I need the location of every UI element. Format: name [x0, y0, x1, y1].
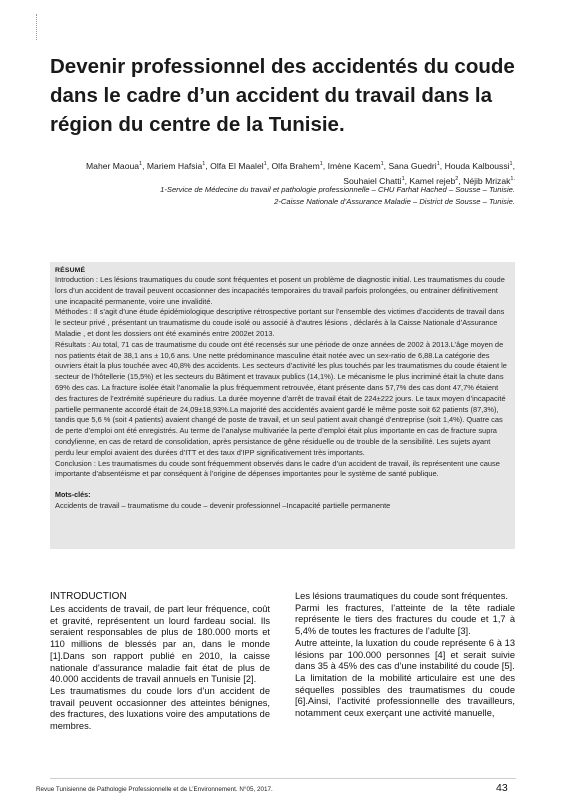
body-column-left: [50, 591, 270, 733]
author-affiliation-number: 1: [380, 161, 384, 167]
author-name: Mariem Hafsia$^1$: [146, 160, 206, 171]
abstract-conclusion: Conclusion : Les traumatismes du coude sont fréquemment observés dans le cadre d’un accident de travail, ils représentent une cause importante d’absentéisme et par conséquent à l’origine de dépenses importantes pour le système de santé publique.: [55, 458, 500, 479]
article-title: Devenir professionnel des accidentés du coude dans le cadre d’un accident du travail dans la région du centre de la Tunisie.: [50, 55, 515, 136]
author-affiliation-number: 2: [455, 175, 459, 182]
body-column-right: [295, 591, 515, 720]
body-paragraph: Les lésions traumatiques du coude sont fréquentes.: [295, 591, 508, 601]
author-name: Maher Maoua$^1$: [86, 160, 143, 171]
author-name: Imène Kacem$^1$: [327, 160, 384, 171]
affiliation-2: 2-Caisse Nationale d’Assurance Maladie – District de Sousse – Tunisie.: [274, 197, 515, 206]
keywords-heading: Mots-clés:: [55, 490, 91, 500]
introduction-heading: INTRODUCTION: [50, 591, 127, 602]
author-name: Olfa Brahem$^1$: [271, 160, 323, 171]
abstract-results: Résultats : Au total, 71 cas de traumatisme du coude ont été recensés sur une période de onze années de 2002 à 2013.L’âge moyen de nos patients était de 38,1 ans ± 10,6 ans. Une nette prédominance masculine était notée avec un sex-ratio de 6,88.La catégorie des ouvriers était la plus touchée avec 40,8% des accidents. Les secteurs d’activité les plus touchés par les traumatismes du coude étaient le secteur de l’hôtellerie (15,5%) et les secteurs du Bâtiment et travaux publics (14,1%). Le mécanisme le plus incriminé était la chute dans 69% des cas. La fracture isolée était l’anomalie la plus fréquemment retrouvée, étant présente dans 57,7% des cas dont 47,7% étaient des fractures de l’extrémité supérieure du radius. La durée moyenne d’arrêt de travail était de 224±222 jours. Le taux moyen d’incapacité partielle permanente accordé était de 24,09±18,93%.La majorité des accidentés avaient gardé le même poste soit 62 patients (87,3%), tandis que 5,6 % (soit 4 patients) avaient changé de poste de travail, et un seul patient avait changé d’entreprise (soit 1,4%). Quatre cas de perte d’emploi ont été enregistrés. Au terme de l’analyse multivariée la perte d’emploi était plus importante en cas de fracture supra condylienne, en cas de retard de consolidation, après persistance de gêne résiduelle ou de trouble de la sensibilité. Les sujets ayant perdu leur emploi avaient des durées d’ITT et des taux d’IPP significativement très importants.: [55, 339, 507, 457]
author-name: Olfa El Maalel$^1$: [210, 160, 267, 171]
author-affiliation-number: 1: [509, 161, 513, 167]
author-name: Kamel rejeb$^2$: [409, 175, 459, 186]
author-name: Souhaiel Chatti$^1$: [343, 175, 405, 186]
abstract-box: [50, 262, 515, 549]
abstract-methods: Méthodes : Il s’agit d’une étude épidémiologique descriptive rétrospective portant sur l’ensemble des victimes d’accidents de travail dans le secteur privé , présentant un traumatisme du coude isolé ou associé à d’autres lésions , déclarés à la Caisse Nationale d’Assurance Maladie , et dont les dossiers ont été examinés entre 2002et 2013.: [55, 307, 505, 338]
abstract-introduction: Introduction : Les lésions traumatiques du coude sont fréquentes et posent un problème de diagnostic initial. Les traumatismes du coude lors d’un accident de travail peuvent occasionner des incapacités temporaires du travail parfois prolongées, ou entrainer définitivement une incapacité permanente, voire une invalidité.: [55, 275, 505, 306]
author-affiliation-number: 1: [319, 161, 323, 167]
crop-mark: [36, 14, 37, 40]
author-name: Sana Guedri$^1$: [388, 160, 440, 171]
body-paragraph: Parmi les fractures, l’atteinte de la tête radiale représente le tiers des fractures du coude et 1,7 à 5,4% de toutes les fractures de l’adulte [3].: [295, 602, 515, 637]
author-affiliation-number: 1.: [510, 175, 515, 182]
keywords-text: Accidents de travail – traumatisme du coude – devenir professionnel –Incapacité partielle permanente: [55, 501, 391, 511]
body-paragraph: Autre atteinte, la luxation du coude représente 6 à 13 lésions par 100.000 personnes [4] et serait suivie dans 35 à 45% des cas d’une instabilité du coude [5].: [295, 637, 515, 672]
author-affiliation-number: 1: [401, 175, 405, 182]
affiliation-1: 1-Service de Médecine du travail et pathologie professionnelle – CHU Farhat Hached – Sousse – Tunisie.: [160, 185, 515, 194]
body-paragraph: La limitation de la mobilité articulaire est une des séquelles possibles des traumatismes du coude [6].Ainsi, l’activité professionnelle des travailleurs, notamment ceux exerçant une activité manuelle,: [295, 672, 515, 719]
author-affiliation-number: 1: [263, 161, 267, 167]
abstract-body: [55, 275, 510, 480]
author-name: Houda Kalboussi$^1$: [444, 160, 513, 171]
page-number: 43: [496, 782, 508, 794]
abstract-heading: RÉSUMÉ: [55, 267, 86, 274]
body-paragraph: Les traumatismes du coude lors d’un accident de travail peuvent occasionner des atteintes bénignes, des fractures, des luxations voire des amputations de membres.: [50, 685, 270, 732]
author-list: Maher Maoua$^1$, Mariem Hafsia$^1$, Olfa El Maalel$^1$, Olfa Brahem$^1$, Imène Kacem$^1$, Sana Guedri$^1$, Houda Kalboussi$^1$, Souhaiel Chatti$^1$, Kamel rejeb$^2$, Néjib Mrizak$^{1.}$: [86, 160, 515, 186]
journal-citation: Revue Tunisienne de Pathologie Professionnelle et de L’Environnement. N°05, 2017.: [36, 786, 273, 793]
footer-divider: [50, 778, 516, 779]
author-name: Néjib Mrizak$^{1.}$: [463, 175, 515, 186]
author-affiliation-number: 1: [202, 161, 206, 167]
author-affiliation-number: 1: [139, 161, 143, 167]
author-affiliation-number: 1: [436, 161, 440, 167]
body-paragraph: Les accidents de travail, de part leur fréquence, coût et gravité, représentent un lourd fardeau social. Ils seraient responsables de plus de 180.000 morts et 110 millions de blessés par an, dans le monde [1].Dans son rapport publié en 2010, la caisse nationale d’assurance maladie fait état de plus de 40.000 accidents de travail annuels en Tunisie [2].: [50, 604, 270, 685]
